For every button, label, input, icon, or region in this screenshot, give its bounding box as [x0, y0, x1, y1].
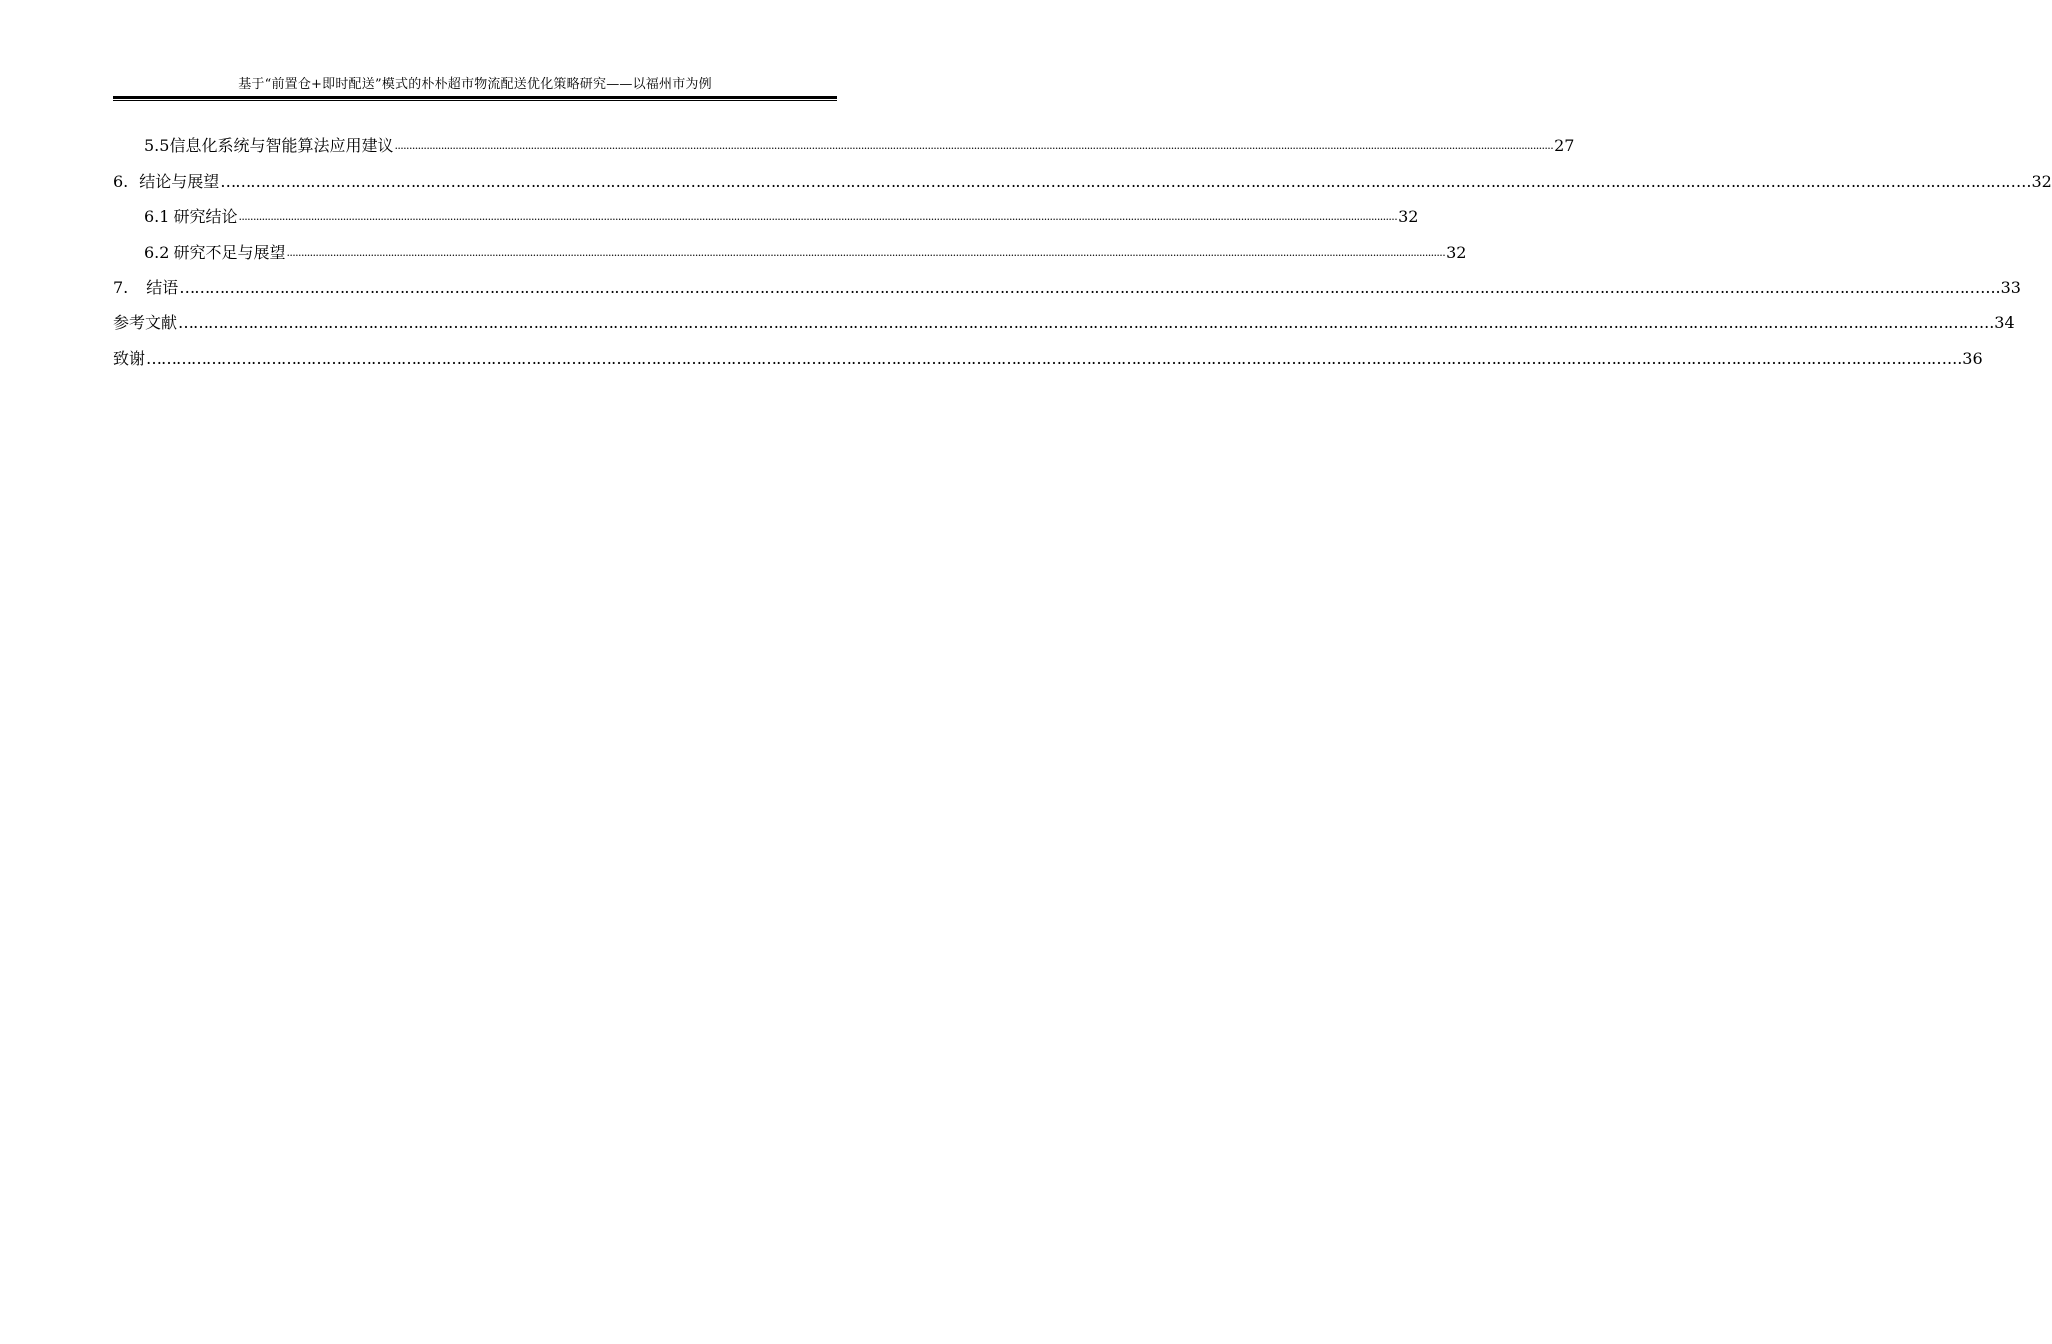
toc-entry-number: 7. [113, 277, 129, 297]
toc-entry-page: ...34 [1979, 313, 2015, 333]
header-rule-thick [113, 96, 837, 99]
toc-entry-title: 参考文献 [113, 313, 178, 333]
toc-leader-dots: ................................................................................................................................................................................................................................................................................................................................................................................................................ [238, 210, 1398, 224]
toc-entry-5-5[interactable] [113, 121, 1575, 156]
toc-entry-page: 27 [1554, 136, 1575, 156]
toc-entry-title: 研究不足与展望 [173, 242, 286, 262]
toc-entry-page: ..32 [2021, 171, 2052, 191]
table-of-contents [113, 121, 2052, 369]
toc-entry-6-1[interactable] [113, 192, 1419, 227]
running-header: 基于“前置仓+即时配送”模式的朴朴超市物流配送优化策略研究——以福州市为例 [238, 77, 712, 92]
toc-leader-dots: ................................................................................................................................................................................................................................................................................................................................................................................................................ [286, 245, 1446, 259]
toc-entry-number: 6. [113, 171, 129, 191]
toc-entry-title: 研究结论 [173, 207, 238, 227]
toc-entry-number: 5.5 [144, 136, 170, 156]
toc-entry-6[interactable] [113, 156, 2052, 191]
toc-entry-title: 致谢 [113, 348, 146, 368]
toc-entry-page: 32 [1446, 242, 1467, 262]
toc-leader-dots: ……………………………………………………………………………………………………………………………………………………………………………………………………………………………………………………………………………………………………………………………… [178, 313, 1979, 333]
toc-entry-title: 结语 [146, 277, 179, 297]
toc-entry-number: 6.2 [144, 242, 170, 262]
toc-entry-references[interactable] [113, 298, 2015, 333]
toc-entry-acknowledgements[interactable] [113, 333, 1983, 368]
toc-entry-6-2[interactable] [113, 227, 1467, 262]
toc-entry-number: 6.1 [144, 207, 170, 227]
toc-entry-page: ...36 [1947, 348, 1983, 368]
toc-entry-page: ....33 [1980, 277, 2021, 297]
toc-entry-7[interactable] [113, 263, 2021, 298]
toc-entry-page: 32 [1398, 207, 1419, 227]
toc-entry-title: 结论与展望 [139, 171, 220, 191]
toc-entry-title: 信息化系统与智能算法应用建议 [169, 136, 394, 156]
toc-leader-dots: ……………………………………………………………………………………………………………………………………………………………………………………………………………………………………………………………………………………………………………………………… [146, 348, 1947, 368]
toc-leader-dots: ……………………………………………………………………………………………………………………………………………………………………………………………………………………………………………………………………………………………………………………………… [220, 171, 2021, 191]
toc-leader-dots: ……………………………………………………………………………………………………………………………………………………………………………………………………………………………………………………………………………………………………………………………… [179, 277, 1980, 297]
toc-leader-dots: ................................................................................................................................................................................................................................................................................................................................................................................................................ [394, 139, 1554, 153]
header-rule-thin [113, 100, 837, 101]
